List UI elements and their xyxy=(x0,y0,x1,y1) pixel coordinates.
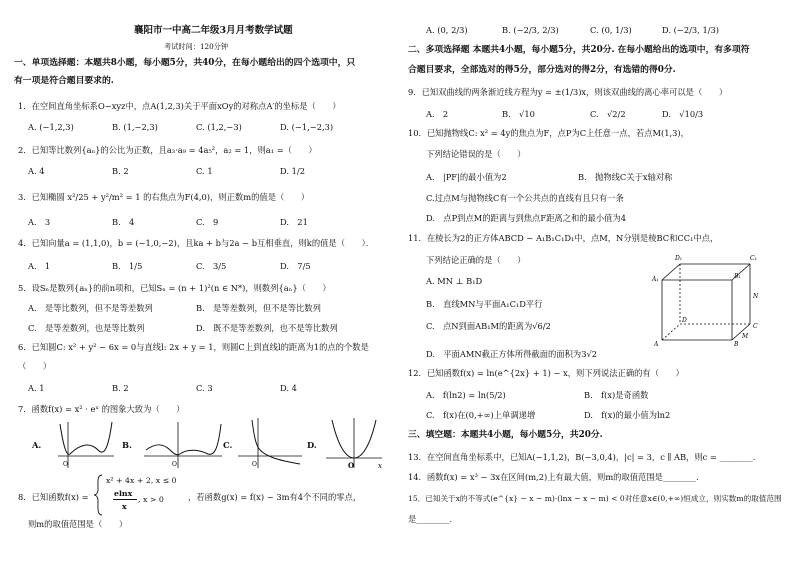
q11-stem: 11．在棱长为2的正方体ABCD − A₁B₁C₁D₁中，点M，N分别是棱BC和CC₁中点， xyxy=(408,233,719,243)
q7-graph-a xyxy=(58,420,116,470)
q7-graph-d xyxy=(326,416,386,470)
q6-option-d[interactable]: D. 4 xyxy=(280,383,297,393)
section3-heading: 三、填空题：本题共4小题，每小题5分，共20分. xyxy=(408,430,603,440)
section2-heading-line2: 合题目要求，全部选对的得5分，部分选对的得2分，有选错的得0分. xyxy=(408,65,676,75)
q8-option-b[interactable]: B. (−2/3, 2/3) xyxy=(502,25,559,35)
q8-brace xyxy=(92,474,104,516)
q8-option-c[interactable]: C. (0, 1/3) xyxy=(590,25,632,35)
q1-option-b[interactable]: B. (1,−2,3) xyxy=(112,122,158,132)
q11-option-d[interactable]: D. 平面AMN截正方体所得截面的面积为3√2 xyxy=(426,349,598,359)
exam-time: 考试时间：120分钟 xyxy=(164,42,229,51)
q4-option-c[interactable]: C. 3/5 xyxy=(196,261,227,271)
q3-stem: 3．已知椭圆 x²/25 + y²/m² = 1 的右焦点为F(4,0)，则正数m的值是（ ） xyxy=(18,192,310,202)
cube-label-c: C xyxy=(753,323,758,330)
q11-sub: 下列结论正确的是（ ） xyxy=(426,255,526,265)
q3-option-b[interactable]: B. 4 xyxy=(112,217,135,227)
q13-stem: 13．在空间直角坐标系中，已知A(−1,1,2)，B(−3,0,4)，|c| = 3，c ∥ AB，则c = ________. xyxy=(408,452,756,462)
q8-piece2-denominator: x xyxy=(122,502,127,511)
exam-title: 襄阳市一中高二年级3月月考数学试题 xyxy=(134,25,293,36)
q10-sub: 下列结论错误的是（ ） xyxy=(426,149,526,159)
q1-option-c[interactable]: C. (1,2,−3) xyxy=(196,122,242,132)
q12-option-a[interactable]: A. f(ln2) = ln(5/2) xyxy=(426,390,506,400)
q9-option-a[interactable]: A. 2 xyxy=(426,109,449,119)
q5-option-a[interactable]: A. 是等比数列，但不是等差数列 xyxy=(28,303,153,313)
q4-option-d[interactable]: D. 7/5 xyxy=(280,261,311,271)
left-column xyxy=(14,0,389,562)
q10-option-b[interactable]: B. 抛物线C关于x轴对称 xyxy=(578,172,673,182)
q4-option-a[interactable]: A. 1 xyxy=(28,261,51,271)
q8-option-d[interactable]: D. (−2/3, 1/3) xyxy=(662,25,720,35)
q3-option-a[interactable]: A. 3 xyxy=(28,217,51,227)
q4-option-b[interactable]: B. 1/5 xyxy=(112,261,143,271)
q2-option-c[interactable]: C. 1 xyxy=(196,166,213,176)
q4-stem: 4．已知向量a = (1,1,0)，b = (−1,0,−2)，且ka + b与2a − b互相垂直，则k的值是（ ）． xyxy=(18,238,375,248)
q12-option-d[interactable]: D. f(x)的最小值为ln2 xyxy=(584,410,671,420)
q2-option-b[interactable]: B. 2 xyxy=(112,166,129,176)
q5-stem: 5．设Sₙ是数列{aₙ}的前n项和，已知Sₙ = (n + 1)²(n ∈ N*)，则数列{aₙ}（ ） xyxy=(18,283,331,293)
q5-option-d[interactable]: D. 既不是等差数列，也不是等比数列 xyxy=(196,323,338,333)
q9-option-d[interactable]: D. √10/3 xyxy=(662,109,704,119)
section1-heading-line1: 一、单项选择题：本题共8小题，每小题5分，共40分，在每小题给出的四个选项中，只 xyxy=(14,58,356,68)
q1-stem: 1．在空间直角坐标系O−xyz中，点A(1,2,3)关于平面xOy的对称点A′的坐标是（ ） xyxy=(18,101,341,111)
q7-option-b[interactable]: B. xyxy=(122,440,132,450)
q15-stem-line1: 15．已知关于x的不等式(e^{x} − x − m)·(lnx − x − m) < 0对任意x∈(0,+∞)恒成立，则实数m的取值范围 xyxy=(408,494,782,503)
q11-option-c[interactable]: C. 点N到面AB₁M的距离为√6/2 xyxy=(426,321,551,331)
cube-label-a: A xyxy=(654,341,659,348)
q6-option-c[interactable]: C. 3 xyxy=(196,383,213,393)
q2-stem: 2．已知等比数列{aₙ}的公比为正数，且a₃·a₉ = 4a₅²，a₂ = 1，则a₁ =（ ） xyxy=(18,145,317,155)
cube-label-d: D xyxy=(682,317,687,324)
q2-option-d[interactable]: D. 1/2 xyxy=(280,166,305,176)
q10-option-a[interactable]: A. |PF|的最小值为2 xyxy=(426,172,507,182)
q9-option-c[interactable]: C. √2/2 xyxy=(590,109,626,119)
q3-option-c[interactable]: C. 9 xyxy=(196,217,219,227)
q9-stem: 9．已知双曲线的两条渐近线方程为y = ±(1/3)x，则该双曲线的离心率可以是（ ） xyxy=(408,87,728,97)
q6-stem-line2: （ ） xyxy=(18,361,52,371)
q8-piece2-condition: , x > 0 xyxy=(138,495,164,504)
q8-stem-suffix: ，若函数g(x) = f(x) − 3m有4个不同的零点， xyxy=(188,492,362,502)
q5-option-b[interactable]: B. 是等差数列，但不是等比数列 xyxy=(196,303,321,313)
cube-label-b1: B₁ xyxy=(734,273,741,280)
section2-heading-line1: 二、多项选择题 本题共4小题，每小题5分，共20分. 在每小题给出的选项中，有多项符 xyxy=(408,45,750,55)
svg-text:O: O xyxy=(63,461,68,468)
cube-label-c1: C₁ xyxy=(750,255,757,262)
cube-label-m: M xyxy=(742,333,749,340)
q11-option-a[interactable]: A. MN ⊥ B₁D xyxy=(426,276,483,286)
q9-option-b[interactable]: B. √10 xyxy=(502,109,535,119)
q6-option-a[interactable]: A. 1 xyxy=(28,383,45,393)
q1-option-a[interactable]: A. (−1,2,3) xyxy=(28,122,74,132)
q10-option-c[interactable]: C.过点M与抛物线C有一个公共点的直线有且只有一条 xyxy=(426,193,624,203)
q8-fraction-bar xyxy=(113,499,137,500)
q11-cube-figure xyxy=(650,248,770,348)
q7-option-c[interactable]: C. xyxy=(223,440,233,450)
cube-label-a1: A₁ xyxy=(652,276,659,283)
q12-option-b[interactable]: B. f(x)是奇函数 xyxy=(584,390,649,400)
section1-heading-line2: 有一项是符合题目要求的. xyxy=(14,76,114,86)
q6-stem-line1: 6．已知圆C: x² + y² − 6x = 0与直线l: 2x + y = 1，则圆C上到直线l的距离为1的点的个数是 xyxy=(18,342,369,352)
q8-stem-line2: 则m的取值范围是（ ） xyxy=(28,519,128,529)
svg-text:x: x xyxy=(378,462,382,470)
right-column xyxy=(404,0,782,562)
q12-option-c[interactable]: C. f(x)在(0,+∞)上单调递增 xyxy=(426,410,536,420)
q8-option-a[interactable]: A. (0, 2/3) xyxy=(426,25,468,35)
q3-option-d[interactable]: D. 21 xyxy=(280,217,308,227)
q8-piece1: x² + 4x + 2, x ≤ 0 xyxy=(106,476,177,485)
q7-stem: 7．函数f(x) = x² · eˣ 的图象大致为（ ） xyxy=(18,404,185,414)
q6-option-b[interactable]: B. 2 xyxy=(112,383,129,393)
cube-label-d1: D₁ xyxy=(675,255,683,262)
svg-text:O: O xyxy=(348,461,355,470)
svg-text:O: O xyxy=(172,461,177,468)
q8-stem-prefix: 8．已知函数f(x) = xyxy=(18,492,89,502)
q5-option-c[interactable]: C. 是等差数列，也是等比数列 xyxy=(28,323,145,333)
q12-stem: 12．已知函数f(x) = ln(e^{2x} + 1) − x，则下列说法正确的有（ ） xyxy=(408,368,684,378)
q7-option-d[interactable]: D. xyxy=(307,440,317,450)
cube-label-n: N xyxy=(753,293,759,300)
cube-label-b: B xyxy=(734,341,739,348)
q2-option-a[interactable]: A. 4 xyxy=(28,166,45,176)
q7-graph-b xyxy=(144,420,224,470)
q10-stem: 10．已知抛物线C: x² = 4y的焦点为F，点P为C上任意一点，若点M(1,3)， xyxy=(408,128,689,138)
q10-option-d[interactable]: D. 点P到点M的距离与到焦点F距离之和的最小值为4 xyxy=(426,213,627,223)
q14-stem: 14．函数f(x) = x³ − 3x在区间(m,2)上有最大值，则m的取值范围是________. xyxy=(408,472,699,482)
svg-text:O: O xyxy=(252,461,257,468)
q1-option-d[interactable]: D. (−1,−2,3) xyxy=(280,122,334,132)
q15-stem-line2: 是________. xyxy=(408,514,453,524)
q7-graph-c xyxy=(238,416,304,470)
q8-piece2-numerator: elnx xyxy=(114,489,133,498)
q7-option-a[interactable]: A. xyxy=(32,440,42,450)
q11-option-b[interactable]: B. 直线MN与平面A₁C₁D平行 xyxy=(426,299,543,309)
